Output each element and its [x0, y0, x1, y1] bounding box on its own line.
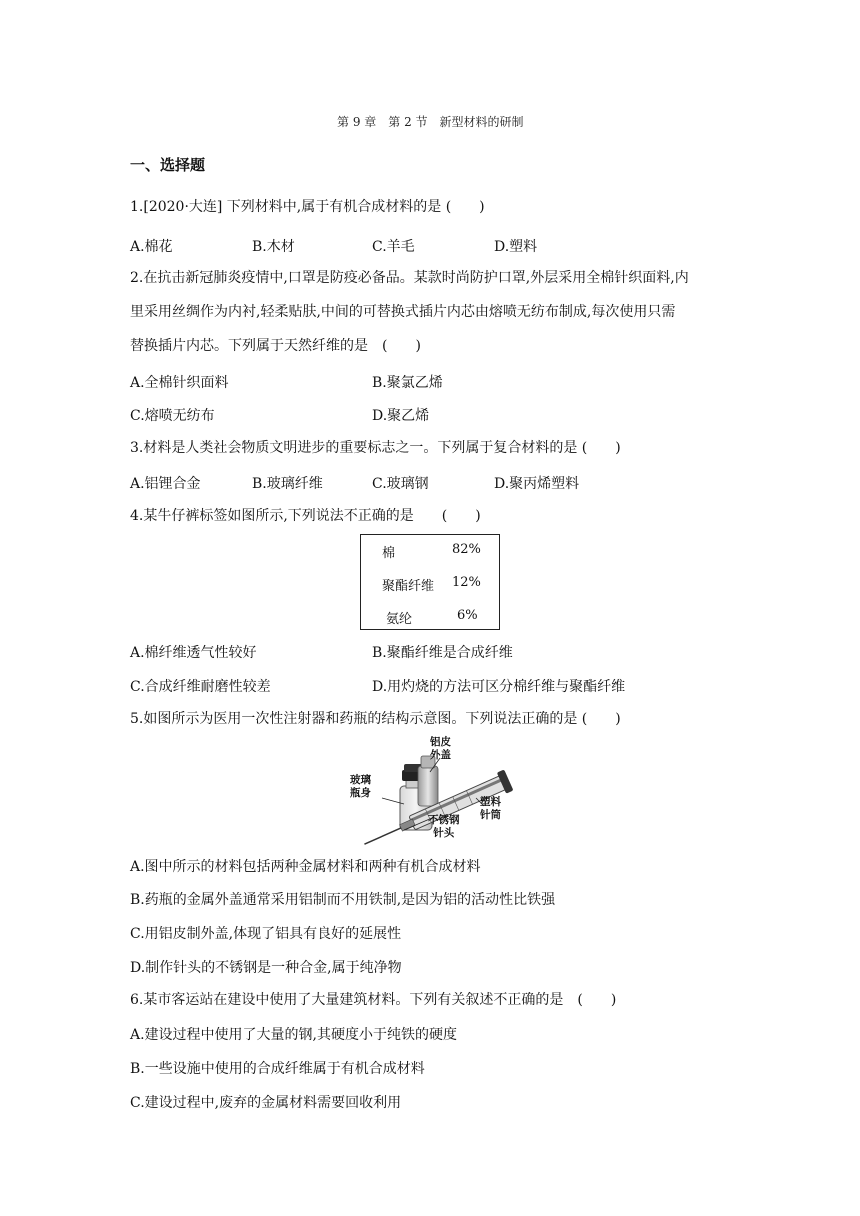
section-title: 一、选择题: [130, 156, 206, 174]
q4-option-b[interactable]: B.聚酯纤维是合成纤维: [372, 645, 513, 661]
q6-option-a[interactable]: A.建设过程中使用了大量的钢,其硬度小于纯铁的硬度: [130, 1027, 458, 1043]
question-4-stem: 4.某牛仔裤标签如图所示,下列说法不正确的是 ( ): [130, 508, 481, 524]
syringe-vial-figure: [346, 734, 522, 846]
q6-option-b[interactable]: B.一些设施中使用的合成纤维属于有机合成材料: [130, 1061, 425, 1077]
q1-option-b[interactable]: B.木材: [252, 239, 295, 255]
label-row-3-pct: 6%: [457, 608, 478, 623]
q5-option-d[interactable]: D.制作针头的不锈钢是一种合金,属于纯净物: [130, 960, 402, 976]
q4-option-c[interactable]: C.合成纤维耐磨性较差: [130, 679, 271, 695]
figure-label-needle: 不锈钢 针头: [428, 814, 460, 839]
q3-option-c[interactable]: C.玻璃钢: [372, 476, 429, 492]
q5-option-a[interactable]: A.图中所示的材料包括两种金属材料和两种有机合成材料: [130, 859, 481, 875]
label-row-2-pct: 12%: [452, 575, 481, 590]
label-row-3-name: 氨纶: [386, 612, 413, 627]
question-2-stem-line-1: 2.在抗击新冠肺炎疫情中,口罩是防疫必备品。某款时尚防护口罩,外层采用全棉针织面料,内: [130, 270, 689, 286]
label-row-2-name: 聚酯纤维: [382, 579, 435, 594]
question-1-stem: 1.[2020·大连] 下列材料中,属于有机合成材料的是 ( ): [130, 199, 485, 215]
question-6-stem: 6.某市客运站在建设中使用了大量建筑材料。下列有关叙述不正确的是 ( ): [130, 992, 617, 1008]
q3-option-b[interactable]: B.玻璃纤维: [252, 476, 323, 492]
q6-option-c[interactable]: C.建设过程中,废弃的金属材料需要回收利用: [130, 1095, 402, 1111]
label-row-1-pct: 82%: [452, 542, 481, 557]
figure-label-glass: 玻璃 瓶身: [350, 774, 371, 799]
q1-option-a[interactable]: A.棉花: [130, 239, 173, 255]
figure-label-barrel: 塑料 针筒: [480, 796, 501, 821]
chapter-header: 第 9 章 第 2 节 新型材料的研制: [337, 115, 524, 129]
q2-option-b[interactable]: B.聚氯乙烯: [372, 375, 443, 391]
label-row-1-name: 棉: [382, 546, 396, 561]
q5-option-b[interactable]: B.药瓶的金属外盖通常采用铝制而不用铁制,是因为铝的活动性比铁强: [130, 892, 556, 908]
q5-option-c[interactable]: C.用铝皮制外盖,体现了铝具有良好的延展性: [130, 926, 402, 942]
question-3-stem: 3.材料是人类社会物质文明进步的重要标志之一。下列属于复合材料的是 ( ): [130, 440, 621, 456]
q1-option-c[interactable]: C.羊毛: [372, 239, 415, 255]
question-2-stem-line-2: 里采用丝绸作为内衬,轻柔贴肤,中间的可替换式插片内芯由熔喷无纺布制成,每次使用只需: [130, 304, 676, 320]
q4-option-a[interactable]: A.棉纤维透气性较好: [130, 645, 257, 661]
q2-option-c[interactable]: C.熔喷无纺布: [130, 408, 215, 424]
q2-option-d[interactable]: D.聚乙烯: [372, 408, 430, 424]
q2-option-a[interactable]: A.全棉针织面料: [130, 375, 229, 391]
clothing-label-box: [360, 534, 500, 630]
figure-label-cap: 铝皮 外盖: [430, 736, 451, 761]
q1-option-d[interactable]: D.塑料: [494, 239, 538, 255]
q3-option-d[interactable]: D.聚丙烯塑料: [494, 476, 580, 492]
question-2-stem-line-3: 替换插片内芯。下列属于天然纤维的是 ( ): [130, 338, 421, 354]
q3-option-a[interactable]: A.铝锂合金: [130, 476, 201, 492]
question-5-stem: 5.如图所示为医用一次性注射器和药瓶的结构示意图。下列说法正确的是 ( ): [130, 711, 621, 727]
q4-option-d[interactable]: D.用灼烧的方法可区分棉纤维与聚酯纤维: [372, 679, 626, 695]
